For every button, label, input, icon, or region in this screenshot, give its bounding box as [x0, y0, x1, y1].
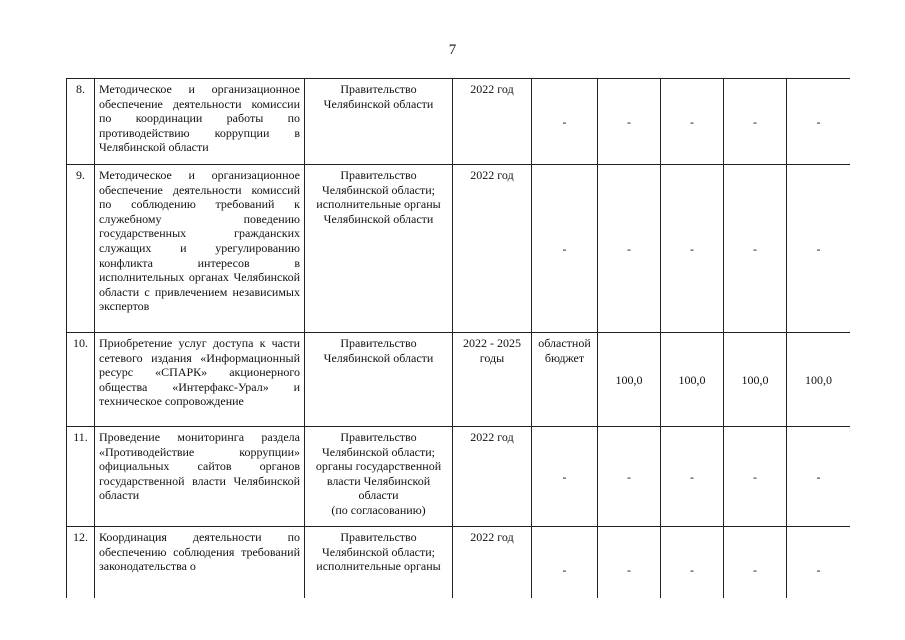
source-cell: -	[532, 427, 598, 527]
value-cell: -	[598, 427, 661, 527]
table-row	[67, 427, 851, 527]
period-cell: 2022 год	[453, 427, 532, 527]
value-cell: 100,0	[598, 333, 661, 427]
table-row	[67, 79, 851, 165]
executor-cell: Правительство Челябинской области; органы государственной власти Челябинской области (по согласованию)	[305, 427, 453, 527]
period-cell: 2022 год	[453, 165, 532, 333]
executor-cell: Правительство Челябинской области	[305, 333, 453, 427]
table-container	[66, 78, 850, 598]
row-number: 11.	[67, 427, 95, 527]
value-cell: -	[787, 427, 851, 527]
value-cell: -	[787, 79, 851, 165]
value-cell: -	[661, 79, 724, 165]
value-cell: -	[598, 165, 661, 333]
period-cell: 2022 год	[453, 527, 532, 599]
activity-description: Проведение мониторинга раздела «Противодействие коррупции» официальных сайтов органов государственной власти Челябинской области	[95, 427, 305, 527]
value-cell: -	[661, 427, 724, 527]
source-cell: -	[532, 165, 598, 333]
period-cell: 2022 год	[453, 79, 532, 165]
table-row	[67, 165, 851, 333]
row-number: 8.	[67, 79, 95, 165]
source-cell: -	[532, 79, 598, 165]
value-cell: -	[787, 165, 851, 333]
value-cell: -	[724, 165, 787, 333]
value-cell: 100,0	[661, 333, 724, 427]
activity-description: Методическое и организационное обеспечение деятельности комиссии по координации работы по противодействию коррупции в Челябинской области	[95, 79, 305, 165]
activity-description: Приобретение услуг доступа к части сетевого издания «Информационный ресурс «СПАРК» акционерного общества «Интерфакс-Урал» и техническое сопровождение	[95, 333, 305, 427]
activities-table	[66, 78, 850, 598]
value-cell: -	[724, 79, 787, 165]
table-row	[67, 333, 851, 427]
value-cell: -	[661, 527, 724, 599]
activity-description: Координация деятельности по обеспечению соблюдения требований законодательства о	[95, 527, 305, 599]
executor-cell: Правительство Челябинской области	[305, 79, 453, 165]
value-cell: -	[724, 527, 787, 599]
row-number: 10.	[67, 333, 95, 427]
value-cell: -	[661, 165, 724, 333]
value-cell: -	[724, 427, 787, 527]
funding-source-cell: областной бюджет	[532, 333, 598, 427]
value-cell: -	[787, 527, 851, 599]
value-cell: 100,0	[724, 333, 787, 427]
source-cell: -	[532, 527, 598, 599]
executor-cell: Правительство Челябинской области; исполнительные органы Челябинской области	[305, 165, 453, 333]
row-number: 12.	[67, 527, 95, 599]
period-cell: 2022 - 2025 годы	[453, 333, 532, 427]
value-cell: 100,0	[787, 333, 851, 427]
value-cell: -	[598, 79, 661, 165]
row-number: 9.	[67, 165, 95, 333]
value-cell: -	[598, 527, 661, 599]
activity-description: Методическое и организационное обеспечение деятельности комиссий по соблюдению требований к служебному поведению государственных гражданских служащих и урегулированию конфликта интересов в исполнительных органах Челябинской области с привлечением независимых экспертов	[95, 165, 305, 333]
executor-cell: Правительство Челябинской области; исполнительные органы	[305, 527, 453, 599]
table-row	[67, 527, 851, 599]
page-number: 7	[448, 42, 457, 58]
